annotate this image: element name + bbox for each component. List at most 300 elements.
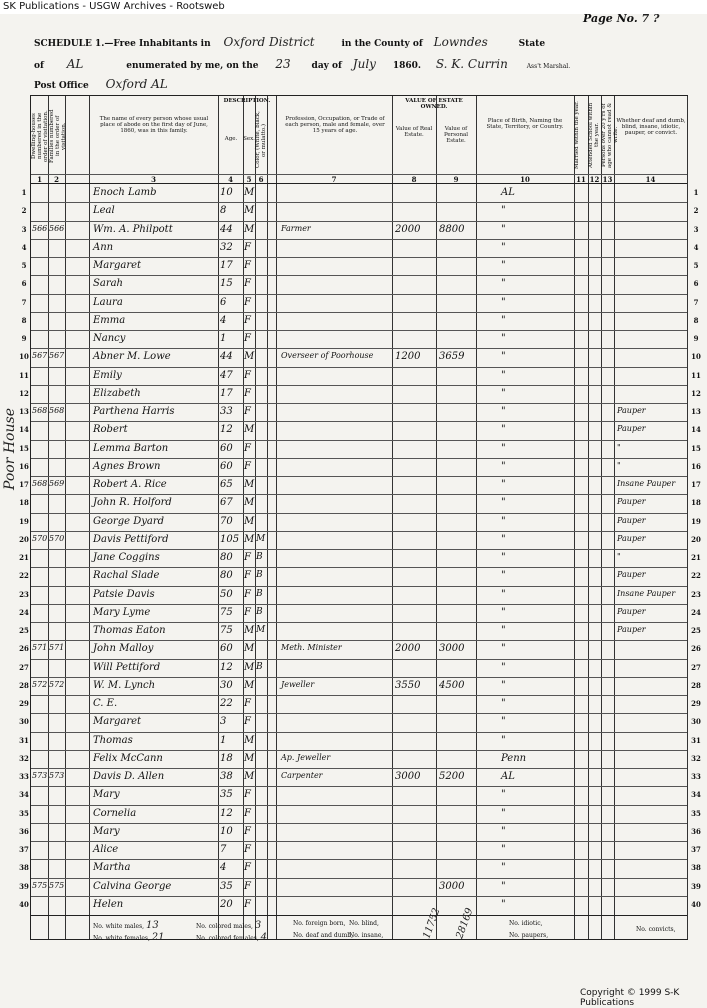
colnum-11: 11 [576,175,586,184]
condition-cell: Pauper [617,533,646,543]
age-cell: 12 [220,807,233,819]
sex-cell: M [244,625,255,636]
dwelling-cell: 572 [32,679,48,689]
sex-cell: M [244,752,255,764]
real-estate-cell: 1200 [395,351,421,363]
row-divider [31,549,687,550]
row-number-right: 32 [691,753,701,763]
birthplace-cell: " [501,716,506,728]
name-cell: Martha [93,862,131,874]
footer-convicts: No. convicts, [636,926,676,933]
year-value: 1860. [392,61,421,71]
row-number-left: 5 [21,261,27,270]
row-number-right: 9 [693,334,699,343]
row-number-right: 15 [691,443,701,453]
header-married: Married within the year. [574,101,580,169]
row-number-right: 24 [691,607,701,617]
header-description: DESCRIPTION. [223,98,271,104]
row-number-left: 26 [19,644,29,654]
colnum-5: 5 [246,175,252,184]
sex-cell: F [244,698,251,709]
family-cell: 567 [49,351,65,361]
condition-cell: Pauper [617,497,646,507]
row-number-left: 14 [19,425,29,435]
header-dwelling: Dwelling-houses numbered in the order of visitation. [31,110,49,162]
row-number-left: 36 [19,826,29,836]
age-cell: 17 [220,260,233,271]
row-divider [31,494,687,495]
row-divider [31,659,687,660]
condition-cell: Pauper [617,606,646,616]
age-cell: 1 [220,333,227,344]
birthplace-cell: " [501,406,506,417]
row-divider [31,312,687,313]
header-literacy: Persons over 20 y'rs of age who cannot read & write. [601,102,619,168]
sex-cell: M [244,533,255,545]
row-divider [31,896,687,897]
colnum-8: 8 [411,175,417,184]
row-number-left: 1 [21,188,27,197]
row-divider [31,786,687,787]
age-cell: 32 [220,241,233,253]
sex-cell: F [244,606,251,618]
row-divider [31,440,687,441]
row-divider [31,841,687,842]
row-divider [31,586,687,587]
row-number-right: 33 [691,772,701,781]
sex-cell: F [244,862,251,874]
age-cell: 6 [220,296,227,308]
marshal-value: S. K. Currin [435,57,508,71]
name-cell: Cornelia [93,807,137,819]
colnum-14: 14 [645,175,656,184]
row-number-left: 30 [19,717,29,727]
occupation-cell: Farmer [281,223,311,233]
occupation-cell: Jeweller [281,679,315,689]
header-birthplace: Place of Birth, Naming the State, Territory, or Country. [486,118,564,130]
row-number-left: 37 [19,845,29,854]
family-cell: 566 [49,223,65,233]
header-age: Age. [224,136,238,142]
colnum-4: 4 [228,175,233,184]
sex-cell: M [244,205,255,217]
row-number-left: 3 [21,224,27,234]
birthplace-cell: " [501,351,506,363]
row-number-right: 30 [691,717,701,727]
birthplace-cell: " [501,880,506,892]
birthplace-cell: " [501,533,506,545]
sex-cell: F [244,333,251,344]
sex-cell: F [244,369,251,381]
row-number-right: 16 [691,461,701,471]
row-number-left: 35 [19,808,29,818]
sex-cell: F [244,278,251,290]
row-number-right: 38 [691,863,701,873]
age-cell: 80 [220,570,233,582]
row-number-right: 7 [693,297,699,307]
row-number-left: 33 [19,772,29,781]
page-number-label [583,12,659,25]
name-cell: Sarah [93,278,123,290]
birthplace-cell: " [501,260,506,271]
enumeration-header [34,57,570,71]
row-divider [31,622,687,623]
row-number-left: 11 [19,370,29,380]
footer-insane: No. insane, [349,932,384,939]
age-cell: 22 [220,698,233,709]
row-divider [31,385,687,386]
sex-cell: M [244,497,255,509]
page-label: Page No. [583,12,638,25]
sex-cell: M [244,424,255,436]
name-cell: Rachal Slade [93,570,160,582]
name-cell: Parthena Harris [93,406,175,417]
row-divider [31,513,687,514]
sex-cell: F [244,314,251,326]
age-cell: 67 [220,497,233,509]
color-cell: B [256,661,263,672]
age-cell: 47 [220,369,233,381]
age-cell: 4 [220,862,227,874]
row-number-right: 20 [691,534,701,544]
condition-cell: Pauper [617,406,646,415]
header-school: Attended School within the year. [588,102,600,168]
row-number-left: 10 [19,352,29,362]
real-estate-cell: 2000 [395,643,421,655]
sex-cell: M [244,187,255,198]
row-number-right: 14 [691,425,701,435]
row-divider [31,750,687,751]
row-number-left: 18 [19,498,29,508]
row-divider [31,367,687,368]
name-cell: Robert [93,424,128,436]
state-label: State [518,39,546,49]
birthplace-cell: " [501,296,506,308]
row-number-right: 25 [691,626,701,635]
condition-cell: Pauper [617,625,646,634]
row-number-right: 22 [691,571,701,581]
birthplace-cell: " [501,442,506,454]
row-number-right: 37 [691,845,701,854]
sex-cell: F [244,844,251,855]
age-cell: 1 [220,734,227,746]
row-number-right: 4 [693,242,699,252]
footer-deaf: No. deaf and dumb, [293,932,353,939]
age-cell: 75 [220,625,233,636]
age-cell: 12 [220,661,233,673]
family-cell: 568 [49,406,65,415]
footer-white-males: No. white males, 13 [93,920,159,931]
sex-cell: M [244,223,255,235]
row-number-right: 27 [691,662,701,672]
dwelling-cell: 567 [32,351,48,361]
family-cell: 575 [49,880,65,890]
row-number-right: 23 [691,589,701,599]
birthplace-cell: " [501,278,506,290]
dwelling-cell: 568 [32,406,48,415]
row-divider [31,476,687,477]
footer-paupers: No. paupers, [509,932,549,939]
state-value: AL [66,57,84,71]
header-occupation: Profession, Occupation, or Trade of each person, male and female, over 15 years of age. [285,116,385,134]
sex-cell: M [244,771,255,782]
birthplace-cell: " [501,698,506,709]
birthplace-cell: " [501,679,506,691]
condition-cell: Pauper [617,515,646,525]
birthplace-cell: " [501,643,506,655]
age-cell: 8 [220,205,227,217]
sex-cell: F [244,880,251,892]
birthplace-cell: " [501,369,506,381]
colnum-3: 3 [151,175,156,184]
row-number-left: 15 [19,443,29,453]
age-cell: 20 [220,898,233,910]
footer-white-females: No. white females, 21 [93,932,165,943]
sex-cell: F [244,716,251,728]
name-cell: Davis Pettiford [93,533,169,545]
row-number-right: 34 [691,790,701,800]
district-value: Oxford District [223,35,315,49]
sex-cell: M [244,515,255,527]
age-cell: 60 [220,643,233,655]
row-divider [31,239,687,240]
age-cell: 7 [220,844,227,855]
enumerated-label: enumerated by me, on the [126,61,259,71]
row-number-left: 29 [19,699,29,708]
row-divider [31,713,687,714]
name-cell: John R. Holford [93,497,172,509]
sex-cell: F [244,570,251,582]
birthplace-cell: " [501,552,506,563]
age-cell: 3 [220,716,227,728]
row-number-left: 19 [19,516,29,526]
dwelling-cell: 568 [32,479,48,488]
condition-cell: Pauper [617,570,646,580]
birthplace-cell: " [501,333,506,344]
age-cell: 38 [220,771,233,782]
colnum-9: 9 [453,175,459,184]
name-cell: Agnes Brown [93,460,161,472]
birthplace-cell: AL [501,187,515,198]
row-divider [31,348,687,349]
day-value: 23 [275,57,291,71]
age-cell: 18 [220,752,233,764]
age-cell: 70 [220,515,233,527]
name-cell: W. M. Lynch [93,679,156,691]
row-divider [31,732,687,733]
row-number-left: 24 [19,607,29,617]
row-divider [31,768,687,769]
dwelling-cell: 566 [32,223,48,233]
color-cell: B [256,570,263,581]
row-number-left: 34 [19,790,29,800]
footer-stamp-2: 28169 [454,906,476,941]
sex-cell: M [244,661,255,673]
footer-colored-females: No. colored females, 4 [196,932,268,943]
schedule-title: SCHEDULE 1.—Free Inhabitants in [34,39,211,49]
name-cell: Helen [93,898,124,910]
birthplace-cell: " [501,424,506,436]
birthplace-cell: " [501,223,506,235]
row-number-right: 26 [691,644,701,654]
day-label: day of [311,61,342,71]
color-cell: M [256,533,266,544]
post-office-label: Post Office [34,81,89,91]
row-number-left: 7 [21,297,27,307]
personal-estate-cell: 8800 [439,223,465,235]
row-number-left: 40 [19,899,29,909]
row-number-right: 6 [693,279,699,289]
row-number-right: 31 [691,735,701,745]
sex-cell: M [244,679,255,691]
birthplace-cell: Penn [501,752,527,764]
row-number-right: 29 [691,699,701,708]
birthplace-cell: " [501,606,506,618]
personal-estate-cell: 3000 [439,880,465,892]
row-number-right: 21 [691,553,701,562]
colnum-12: 12 [589,175,600,184]
birthplace-cell: " [501,898,506,910]
sex-cell: M [244,643,255,655]
age-cell: 75 [220,606,233,618]
birthplace-cell: " [501,387,506,399]
personal-estate-cell: 5200 [439,771,465,782]
row-number-right: 19 [691,516,701,526]
name-cell: Elizabeth [93,387,141,399]
row-number-left: 22 [19,571,29,581]
age-cell: 105 [220,533,240,545]
row-number-left: 4 [21,242,27,252]
dwelling-cell: 570 [32,533,48,543]
name-cell: Davis D. Allen [93,771,165,782]
name-cell: Margaret [93,260,142,271]
row-number-left: 27 [19,662,29,672]
month-value: July [352,57,376,71]
row-number-left: 31 [19,735,29,745]
name-cell: Lemma Barton [93,442,169,454]
name-cell: Enoch Lamb [93,187,157,198]
row-number-right: 10 [691,352,701,362]
name-cell: Leal [93,205,115,217]
row-number-right: 40 [691,899,701,909]
family-cell: 571 [49,643,65,653]
colnum-13: 13 [602,175,613,184]
age-cell: 4 [220,314,227,326]
birthplace-cell: " [501,460,506,472]
post-office-header [34,77,168,91]
colnum-10: 10 [520,175,530,184]
name-cell: Thomas Eaton [93,625,166,636]
family-cell: 570 [49,533,65,543]
birthplace-cell: " [501,625,506,636]
dwelling-cell: 575 [32,880,48,890]
sex-cell: F [244,898,251,910]
footer-idiotic: No. idiotic, [509,920,543,927]
row-number-right: 11 [691,370,701,380]
row-divider [31,275,687,276]
row-number-right: 5 [693,261,699,270]
age-cell: 12 [220,424,233,436]
copyright: Copyright © 1999 S-K Publications [580,988,680,1008]
age-cell: 50 [220,588,233,600]
row-divider [31,567,687,568]
footer-colored-males: No. colored males, 3 [196,920,262,931]
personal-estate-cell: 4500 [439,679,465,691]
name-cell: Mary [93,825,120,837]
age-cell: 15 [220,278,233,290]
birthplace-cell: " [501,862,506,874]
row-number-right: 36 [691,826,701,836]
row-number-left: 23 [19,589,29,599]
row-divider [31,531,687,532]
side-note: Poor House [2,408,18,490]
occupation-cell: Carpenter [281,771,323,780]
color-cell: M [256,625,266,635]
birthplace-cell: " [501,515,506,527]
birthplace-cell: " [501,825,506,837]
colnum-1: 1 [37,175,42,184]
footer-foreign: No. foreign born, [293,920,346,927]
row-number-right: 1 [693,188,699,197]
row-number-left: 20 [19,534,29,544]
header-personal-estate: Value of Personal Estate. [443,126,469,144]
birthplace-cell: " [501,570,506,582]
condition-cell: " [617,460,621,470]
age-cell: 60 [220,442,233,454]
name-cell: Wm. A. Philpott [93,223,173,235]
post-office-value: Oxford AL [105,77,168,91]
real-estate-cell: 2000 [395,223,421,235]
birthplace-cell: " [501,844,506,855]
row-divider [31,640,687,641]
sex-cell: M [244,351,255,363]
row-divider [31,202,687,203]
row-number-right: 18 [691,498,701,508]
row-divider [31,859,687,860]
sex-cell: F [244,260,251,271]
sex-cell: F [244,552,251,563]
age-cell: 30 [220,679,233,691]
age-cell: 10 [220,825,233,837]
condition-cell: " [617,442,621,452]
sex-cell: F [244,789,251,801]
header-family: Families numbered in the order of visitation. [49,109,67,163]
sex-cell: F [244,807,251,819]
age-cell: 60 [220,460,233,472]
name-cell: Mary Lyme [93,606,151,618]
real-estate-cell: 3550 [395,679,421,691]
name-cell: Alice [93,844,119,855]
real-estate-cell: 3000 [395,771,421,782]
row-number-left: 16 [19,461,29,471]
row-number-left: 25 [19,626,29,635]
row-divider [31,221,687,222]
header-name: The name of every person whose usual place of abode on the first day of June, 1860, was in this family. [99,116,209,134]
name-cell: Laura [93,296,123,308]
family-cell: 572 [49,679,65,689]
header-color: Color, (White, black, or mulatto.) [255,111,267,169]
age-cell: 17 [220,387,233,399]
row-number-left: 28 [19,680,29,690]
color-cell: B [256,588,263,599]
row-divider [31,257,687,258]
birthplace-cell: " [501,241,506,253]
row-number-right: 2 [693,206,699,216]
birthplace-cell: " [501,205,506,217]
name-cell: Will Pettiford [93,661,161,673]
page-number: 7 ? [641,12,660,25]
dwelling-cell: 573 [32,771,48,780]
